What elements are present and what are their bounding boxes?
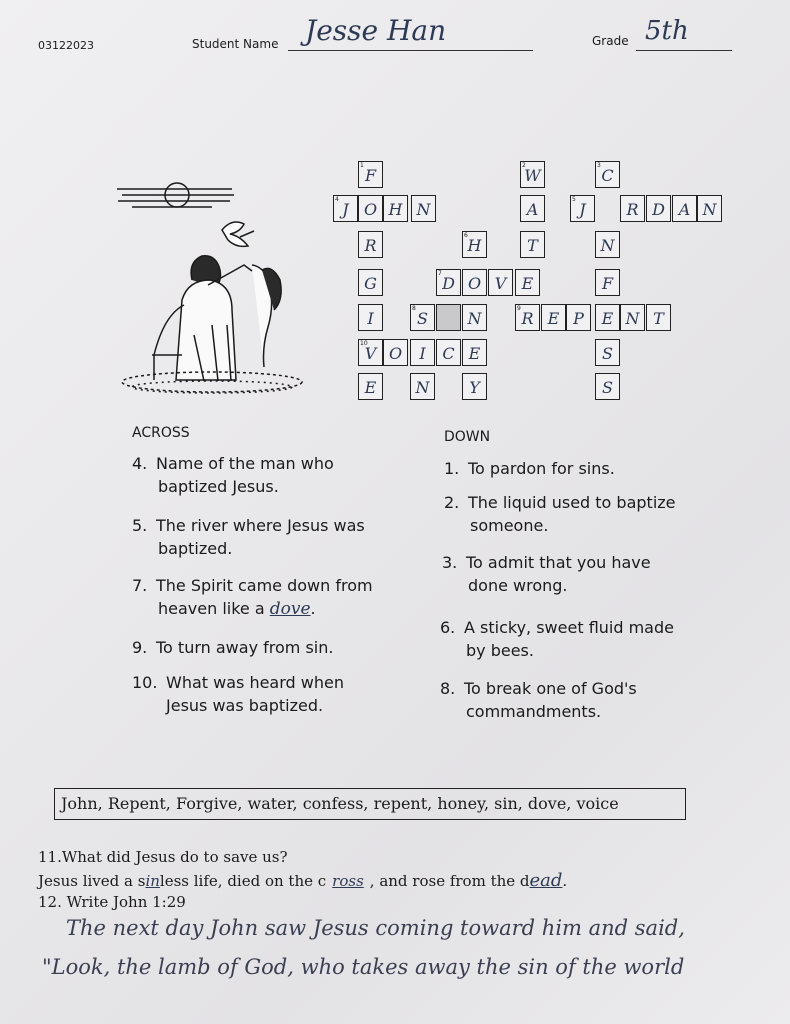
cell-letter: J: [342, 200, 349, 219]
down-clue-6: [440, 616, 674, 662]
crossword-cell: [672, 195, 697, 222]
question-11-answer-line: [38, 870, 567, 891]
clue-number: 2.: [444, 493, 460, 512]
cell-letter: N: [600, 236, 615, 255]
clue-number: 9.: [132, 638, 148, 657]
cell-letter: E: [547, 309, 560, 328]
crossword-cell: [358, 304, 383, 331]
clue-text: To break one of God's: [464, 679, 637, 698]
clue-text: To pardon for sins.: [468, 459, 615, 478]
crossword-cell: [462, 373, 487, 400]
question-12: 12. Write John 1:29: [38, 893, 186, 911]
question-11: 11.What did Jesus do to save us?: [38, 848, 288, 866]
crossword-cell: [520, 231, 545, 258]
word-bank: John, Repent, Forgive, water, confess, repent, honey, sin, dove, voice: [54, 788, 686, 820]
cell-letter: E: [468, 344, 481, 363]
student-name-value: Jesse Han: [305, 14, 447, 47]
cell-letter: R: [364, 236, 377, 255]
cell-letter: I: [419, 344, 426, 363]
cell-letter: W: [524, 166, 541, 185]
clue-text: Name of the man who: [156, 454, 334, 473]
crossword-cell: [410, 373, 435, 400]
crossword-cell: [358, 269, 383, 296]
clue-number: 1.: [444, 459, 460, 478]
down-clue-8: [440, 677, 637, 723]
crossword-cell: [358, 231, 383, 258]
down-clue-3: [442, 551, 651, 597]
crossword-cell: [697, 195, 722, 222]
clue-text: To turn away from sin.: [156, 638, 334, 657]
student-name-label: Student Name: [192, 37, 279, 51]
clue-number: 7.: [132, 576, 148, 595]
across-clue-5: [132, 514, 365, 560]
clue-text: commandments.: [466, 702, 602, 721]
cell-letter: A: [678, 200, 691, 219]
handwritten-answer-line-1: The next day John saw Jesus coming toward him and said,: [66, 916, 685, 940]
crossword-cell: [488, 269, 513, 296]
clue-text: heaven like a: [158, 599, 265, 618]
down-clue-2: [444, 491, 676, 537]
cell-number: 1: [360, 162, 364, 169]
cell-letter: D: [652, 200, 665, 219]
cell-letter: O: [467, 274, 482, 293]
clue-text: Jesus was baptized.: [166, 696, 324, 715]
crossword-cell: [595, 269, 620, 296]
crossword-cell: [358, 339, 383, 366]
cell-letter: E: [364, 378, 377, 397]
cell-number: 10: [360, 340, 368, 347]
crossword-cell: [515, 304, 540, 331]
crossword-cell: [646, 304, 671, 331]
crossword-cell: [333, 195, 358, 222]
down-heading: DOWN: [444, 429, 491, 445]
clue-number: 5.: [132, 516, 148, 535]
crossword-cell: [358, 161, 383, 188]
cell-letter: S: [417, 309, 428, 328]
crossword-cell: [462, 304, 487, 331]
cell-number: 6: [464, 232, 468, 239]
cell-letter: H: [388, 200, 403, 219]
crossword-cell: [646, 195, 671, 222]
down-clue-1: [444, 457, 615, 480]
cell-letter: G: [364, 274, 377, 293]
cell-number: 2: [522, 162, 526, 169]
cell-letter: C: [601, 166, 614, 185]
crossword-cell: [595, 373, 620, 400]
question-text: less life, died on the c: [159, 872, 327, 890]
cell-letter: I: [367, 309, 374, 328]
cell-letter: C: [442, 344, 455, 363]
cell-letter: R: [626, 200, 639, 219]
clue-text: The Spirit came down from: [156, 576, 373, 595]
cell-number: 7: [438, 270, 442, 277]
crossword-cell: [462, 339, 487, 366]
crossword-cell: [462, 231, 487, 258]
crossword-cell: [436, 304, 461, 331]
clue-number: 6.: [440, 618, 456, 637]
cell-number: 8: [412, 305, 416, 312]
clue-number: 10.: [132, 673, 158, 692]
clue-text: .: [310, 599, 316, 618]
clue-number: 4.: [132, 454, 148, 473]
cell-letter: V: [494, 274, 507, 293]
crossword-cell: [410, 339, 435, 366]
question-text: , and rose from the d: [369, 872, 530, 890]
clue-text: A sticky, sweet fluid made: [464, 618, 674, 637]
cell-letter: R: [521, 309, 534, 328]
crossword-cell: [358, 373, 383, 400]
cell-letter: H: [467, 236, 482, 255]
crossword-cell: [541, 304, 566, 331]
crossword-cell: [383, 195, 408, 222]
cell-letter: E: [521, 274, 534, 293]
clue-text: done wrong.: [468, 576, 568, 595]
crossword-cell: [620, 304, 645, 331]
across-clue-9: [132, 636, 333, 659]
clue-number: 8.: [440, 679, 456, 698]
fill-in-answer: in: [145, 872, 160, 890]
cell-number: 5: [572, 196, 576, 203]
cell-letter: O: [388, 344, 403, 363]
cell-number: 3: [597, 162, 601, 169]
cell-letter: N: [416, 200, 431, 219]
grade-value: 5th: [645, 16, 689, 46]
crossword-cell: [595, 304, 620, 331]
clue-number: 3.: [442, 553, 458, 572]
crossword-cell: [410, 304, 435, 331]
crossword-cell: [515, 269, 540, 296]
across-clue-7: [132, 574, 373, 621]
handwritten-answer-line-2: "Look, the lamb of God, who takes away the sin of the world: [42, 955, 685, 979]
crossword-cell: [566, 304, 591, 331]
crossword-cell: [595, 231, 620, 258]
cell-letter: O: [363, 200, 378, 219]
crossword-grid: [0, 0, 790, 420]
cell-letter: S: [602, 344, 613, 363]
cell-number: 9: [517, 305, 521, 312]
fill-in-answer: ross: [332, 872, 364, 890]
across-clue-4: [132, 452, 334, 498]
crossword-cell: [411, 195, 436, 222]
cell-letter: P: [573, 309, 584, 328]
grade-label: Grade: [592, 34, 629, 48]
cell-letter: N: [467, 309, 482, 328]
cell-letter: N: [625, 309, 640, 328]
cell-letter: E: [601, 309, 614, 328]
cell-letter: V: [364, 344, 377, 363]
cell-letter: F: [601, 274, 614, 293]
crossword-cell: [462, 269, 487, 296]
cell-letter: F: [364, 166, 377, 185]
cell-letter: T: [653, 309, 664, 328]
crossword-cell: [520, 161, 545, 188]
cell-letter: A: [526, 200, 539, 219]
clue-text: someone.: [470, 516, 549, 535]
cell-number: 4: [335, 196, 339, 203]
crossword-cell: [383, 339, 408, 366]
cell-letter: N: [702, 200, 717, 219]
clue-text: baptized.: [158, 539, 233, 558]
across-clue-10: [132, 671, 344, 717]
crossword-cell: [358, 195, 383, 222]
clue-text: by bees.: [466, 641, 534, 660]
crossword-cell: [595, 161, 620, 188]
clue-text: The liquid used to baptize: [468, 493, 676, 512]
across-heading: ACROSS: [132, 425, 190, 441]
fill-in-answer: ead: [529, 870, 563, 891]
question-text: Jesus lived a s: [38, 872, 146, 890]
crossword-cell: [620, 195, 645, 222]
cell-letter: J: [579, 200, 586, 219]
crossword-cell: [520, 195, 545, 222]
cell-letter: T: [527, 236, 538, 255]
worksheet-id: 03122023: [38, 39, 94, 52]
cell-letter: S: [602, 378, 613, 397]
crossword-cell: [436, 269, 461, 296]
clue-text: What was heard when: [166, 673, 344, 692]
clue-text: To admit that you have: [466, 553, 651, 572]
clue-text: baptized Jesus.: [158, 477, 279, 496]
crossword-cell: [570, 195, 595, 222]
clue-text: The river where Jesus was: [156, 516, 365, 535]
question-text: .: [562, 872, 568, 890]
cell-letter: N: [415, 378, 430, 397]
crossword-cell: [595, 339, 620, 366]
cell-letter: D: [442, 274, 455, 293]
crossword-cell: [436, 339, 461, 366]
cell-letter: Y: [469, 378, 480, 397]
clue-7-answer: dove: [269, 599, 311, 619]
